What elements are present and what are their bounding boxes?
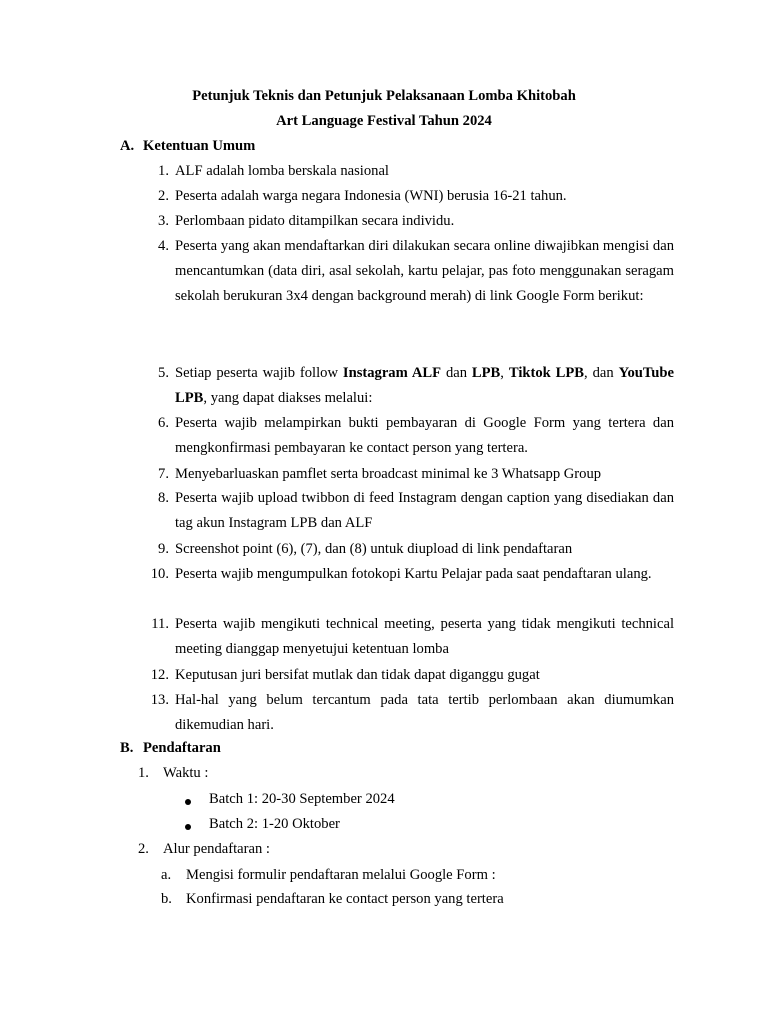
document-title: Petunjuk Teknis dan Petunjuk Pelaksanaan Lomba Khitobah — [192, 88, 576, 104]
item-text: Peserta adalah warga negara Indonesia (WNI) berusia 16-21 tahun. — [175, 188, 567, 204]
alur-step — [161, 867, 496, 884]
alur-item — [138, 841, 270, 858]
list-item — [0, 562, 768, 587]
item-number: 9. — [158, 541, 169, 557]
bullet-item — [185, 816, 340, 833]
batch-text: Batch 1: 20-30 September 2024 — [209, 791, 395, 807]
section-a-heading — [120, 138, 255, 155]
waktu-item — [138, 765, 208, 782]
item-text: Peserta wajib mengumpulkan fotokopi Kartu Pelajar pada saat pendaftaran ulang. — [175, 566, 652, 582]
alur-step — [161, 891, 504, 908]
item-text: Peserta yang akan mendaftarkan diri dilakukan secara online diwajibkan mengisi dan mencantumkan (data diri, asal sekolah, kartu pelajar, pas foto menggunakan seragam sekolah berukuran 3x4 dengan background merah) di link Google Form berikut: — [175, 238, 674, 305]
document-subtitle: Art Language Festival Tahun 2024 — [276, 113, 492, 129]
youtube-lpb-label: YouTube LPB — [175, 365, 675, 407]
item-number: 12. — [150, 667, 169, 683]
item-text: Setiap peserta wajib follow Instagram ALF dan LPB, Tiktok LPB, dan YouTube LPB, yang dapat diakses melalui: — [175, 365, 675, 407]
instagram-alf-label: Instagram ALF — [342, 365, 442, 381]
item-text: Screenshot point (6), (7), dan (8) untuk diupload di link pendaftaran — [175, 541, 573, 557]
item-number: 2. — [138, 841, 149, 857]
step-letter: a. — [161, 867, 172, 883]
item-number: 1. — [158, 163, 169, 179]
list-item — [0, 411, 768, 461]
lpb-label: LPB — [471, 365, 501, 381]
list-item — [0, 184, 768, 209]
step-letter: b. — [161, 891, 172, 907]
item-number: 5. — [158, 365, 169, 381]
item-number: 3. — [158, 213, 169, 229]
section-letter: B. — [120, 740, 134, 756]
tiktok-lpb-label: Tiktok LPB — [508, 365, 585, 381]
list-item — [0, 537, 768, 562]
item-text: Peserta wajib mengikuti technical meeting, peserta yang tidak mengikuti technical meeting dianggap menyetujui ketentuan lomba — [175, 616, 674, 658]
list-item — [0, 663, 768, 688]
item-number: 1. — [138, 765, 149, 781]
waktu-label: Waktu : — [163, 765, 209, 781]
item-text: Hal-hal yang belum tercantum pada tata tertib perlombaan akan diumumkan dikemudian hari. — [175, 692, 674, 734]
item-number: 6. — [158, 415, 169, 431]
step-text: Konfirmasi pendaftaran ke contact person yang tertera — [186, 891, 504, 907]
alur-label: Alur pendaftaran : — [163, 841, 270, 857]
list-item — [0, 234, 768, 310]
list-item — [0, 688, 768, 738]
list-item — [0, 159, 768, 184]
list-item — [0, 462, 768, 487]
item-text: Menyebarluaskan pamflet serta broadcast minimal ke 3 Whatsapp Group — [175, 466, 602, 482]
item-text: Perlombaan pidato ditampilkan secara individu. — [175, 213, 455, 229]
section-title: Pendaftaran — [143, 740, 221, 756]
item-number: 10. — [150, 566, 169, 582]
section-b-heading — [120, 740, 221, 757]
batch-text: Batch 2: 1-20 Oktober — [209, 816, 340, 832]
item-number: 4. — [158, 238, 169, 254]
item-text: Peserta wajib upload twibbon di feed Instagram dengan caption yang disediakan dan tag akun Instagram LPB dan ALF — [175, 490, 674, 532]
item-text: Keputusan juri bersifat mutlak dan tidak dapat diganggu gugat — [175, 667, 540, 683]
item-text: ALF adalah lomba berskala nasional — [175, 163, 389, 179]
bullet-item — [185, 791, 395, 808]
list-item — [0, 612, 768, 662]
item-number: 11. — [151, 616, 169, 632]
section-letter: A. — [120, 138, 135, 154]
item-number: 2. — [158, 188, 169, 204]
list-item — [0, 486, 768, 536]
list-item — [0, 209, 768, 234]
list-item — [0, 361, 768, 411]
section-title: Ketentuan Umum — [143, 138, 256, 154]
item-number: 13. — [150, 692, 169, 708]
step-text: Mengisi formulir pendaftaran melalui Google Form : — [186, 867, 496, 883]
item-number: 8. — [158, 490, 169, 506]
item-number: 7. — [158, 466, 169, 482]
item-text: Peserta wajib melampirkan bukti pembayaran di Google Form yang tertera dan mengkonfirmasi pembayaran ke contact person yang tertera. — [175, 415, 674, 457]
